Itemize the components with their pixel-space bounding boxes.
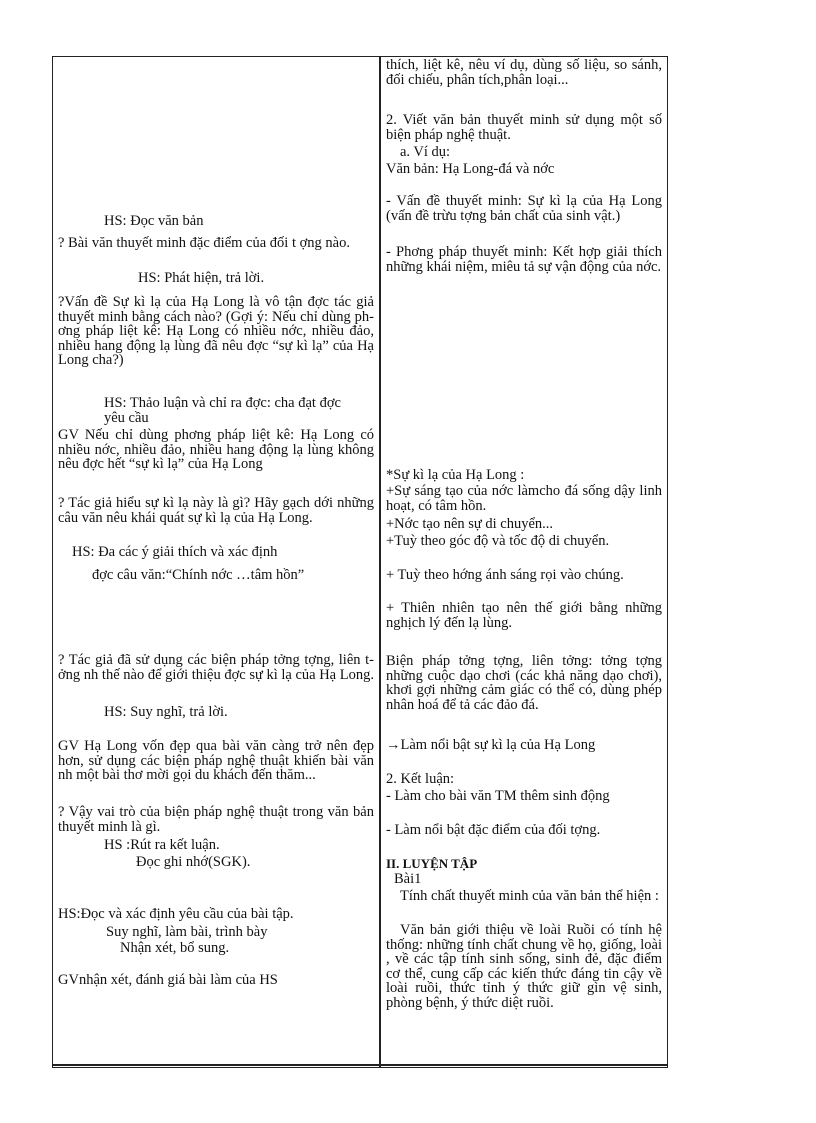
right-para: +Sự sáng tạo của nớc làmcho đá sống dậy linh hoạt, có tâm hồn. <box>386 483 662 514</box>
right-para: - Làm cho bài văn TM thêm sinh động <box>386 788 610 804</box>
right-para: - Phơng pháp thuyết minh: Kết hợp giải thích những khái niệm, miêu tả sự vận động của nớc. <box>386 244 662 275</box>
left-para: HS: Phát hiện, trả lời. <box>138 270 265 286</box>
left-para: HS: Đa các ý giải thích và xác định <box>72 544 278 560</box>
left-para: HS :Rút ra kết luận. <box>104 837 220 853</box>
right-para: Bài1 <box>394 871 422 887</box>
right-para: +Tuỳ theo góc độ và tốc độ di chuyển. <box>386 533 610 549</box>
right-para: Biện pháp tởng tợng, liên tởng: tởng tợng những cuộc dạo chơi (các khả năng dạo chơi), khơi gợi những cảm giác có thể có, dùng phép nhân hoá để tả các đảo đá. <box>386 653 662 713</box>
left-para: HS: Thảo luận và chỉ ra đợc: cha đạt đợc yêu cầu <box>104 395 341 426</box>
right-para: Văn bản giới thiệu về loài Ruồi có tính hệ thống: những tính chất chung về họ, giống, loài , về các tập tính sinh sống, sinh đẻ, đặc điểm cơ thể, cung cấp các kiến thức đáng tin cậy về loài ruồi, thức tỉnh ý thức giữ gìn vệ sinh, phòng bệnh, ý thức diệt ruồi. <box>386 922 662 1011</box>
left-para: ? Tác giả hiểu sự kì lạ này là gì? Hãy gạch dới những câu văn nêu khái quát sự kì lạ của Hạ Long. <box>58 495 374 526</box>
left-para: HS: Suy nghĩ, trả lời. <box>104 704 228 720</box>
right-para: Tính chất thuyết minh của văn bản thể hiện : <box>400 888 659 904</box>
right-para: + Tuỳ theo hớng ánh sáng rọi vào chúng. <box>386 567 624 583</box>
left-para: GV Hạ Long vốn đẹp qua bài văn càng trở nên đẹp hơn, sử dụng các biện pháp nghệ thuật khiến bài văn nh một bài thơ mời gọi du khách đến thăm... <box>58 738 374 783</box>
table-bottom-rule <box>52 1064 668 1066</box>
right-para: +Nớc tạo nên sự di chuyển... <box>386 516 554 532</box>
left-para: Suy nghĩ, làm bài, trình bày <box>106 924 268 940</box>
left-para: GV Nếu chỉ dùng phơng pháp liệt kê: Hạ Long có nhiều nớc, nhiều đảo, nhiều hang động lạ lùng không nêu đợc hết “sự kì lạ” của Hạ Long <box>58 427 374 472</box>
right-para: a. Ví dụ: <box>400 144 451 160</box>
left-para: Nhận xét, bổ sung. <box>120 940 230 956</box>
right-para: *Sự kì lạ của Hạ Long : <box>386 467 525 483</box>
left-para: ? Vậy vai trò của biện pháp nghệ thuật trong văn bản thuyết minh là gì. <box>58 804 374 835</box>
right-para: →Làm nổi bật sự kì lạ của Hạ Long <box>386 737 596 753</box>
right-para: Văn bản: Hạ Long-đá và nớc <box>386 161 555 177</box>
right-para: 2. Viết văn bản thuyết minh sử dụng một số biện pháp nghệ thuật. <box>386 112 662 143</box>
left-para: Đọc ghi nhớ(SGK). <box>136 854 251 870</box>
left-para: GVnhận xét, đánh giá bài làm của HS <box>58 972 278 988</box>
left-para: ? Bài văn thuyết minh đặc điểm của đối t ợng nào. <box>58 235 350 251</box>
left-para: HS:Đọc và xác định yêu cầu của bài tập. <box>58 906 294 922</box>
left-para: ? Tác giả đã sử dụng các biện pháp tởng tợng, liên tởng nh thế nào để giới thiệu đợc sự kì lạ của Hạ Long. <box>58 652 374 683</box>
left-para: đợc câu văn:“Chính nớc …tâm hồn” <box>92 567 305 583</box>
section-heading: II. LUYỆN TẬP <box>386 856 478 871</box>
right-para: - Vấn đề thuyết minh: Sự kì lạ của Hạ Long (vấn đề trừu tợng bản chất của sinh vật.) <box>386 193 662 224</box>
column-divider <box>379 56 381 1068</box>
left-para: ?Vấn đề Sự kì lạ của Hạ Long là vô tận đợc tác giả thuyết minh bằng cách nào? (Gợi ý: Nếu chỉ dùng phơng pháp liệt kê: Hạ Long có nhiều nớc, nhiều đảo, nhiều hang động lạ lùng đã nêu đợc “sự kì lạ” của Hạ Long cha?) <box>58 294 374 368</box>
right-para: thích, liệt kê, nêu ví dụ, dùng số liệu, so sánh, đối chiếu, phân tích,phân loại... <box>386 57 662 88</box>
right-para: 2. Kết luận: <box>386 771 455 787</box>
left-para: HS: Đọc văn bản <box>104 213 204 229</box>
right-para: - Làm nổi bật đặc điểm của đối tợng. <box>386 822 601 838</box>
right-para: + Thiên nhiên tạo nên thế giới bằng những nghịch lý đến lạ lùng. <box>386 600 662 631</box>
